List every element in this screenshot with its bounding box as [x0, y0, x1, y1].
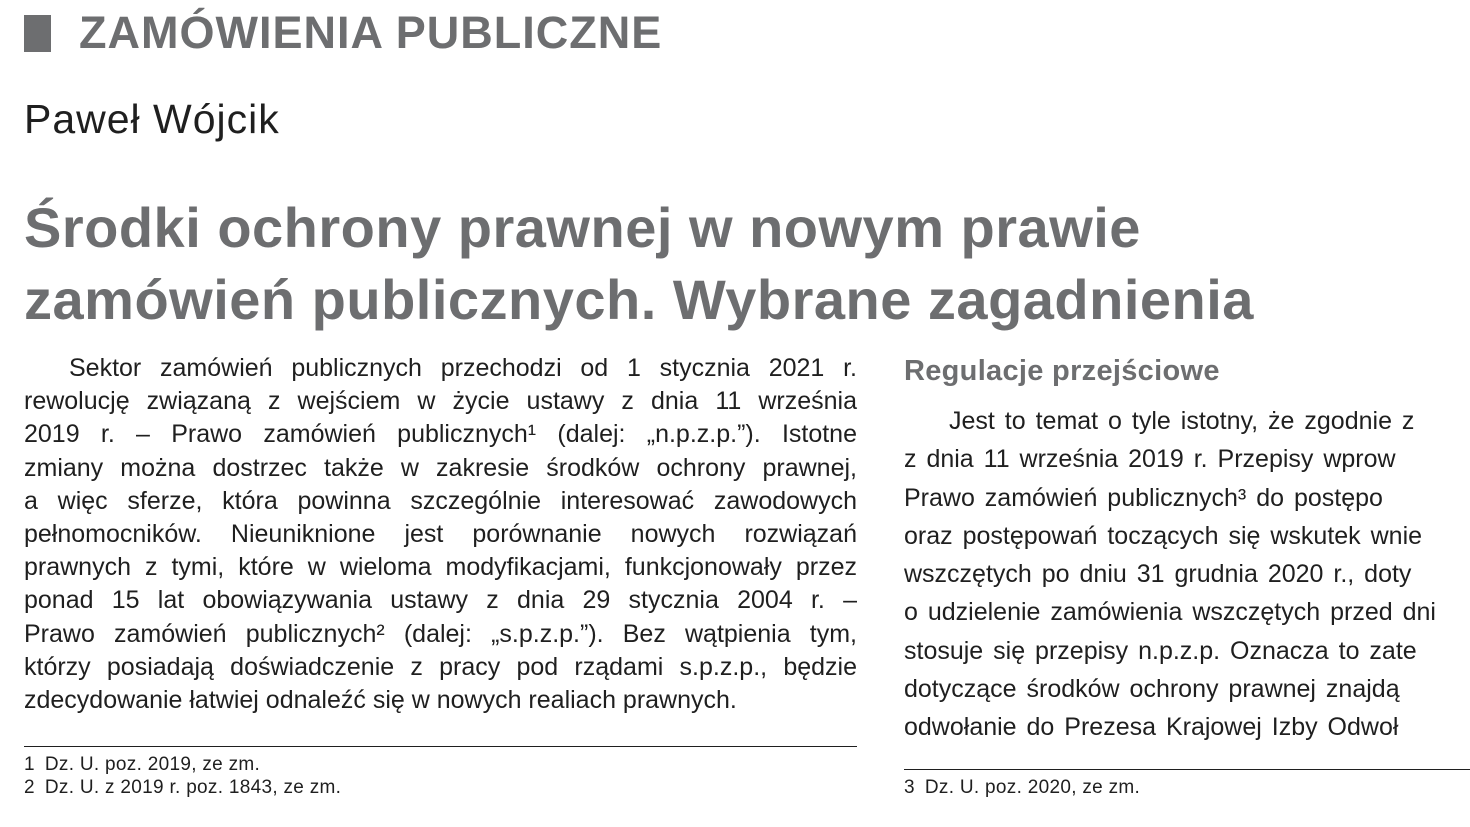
body-line: wszczętych po dniu 31 grudnia 2020 r., doty [904, 560, 1412, 589]
right-column-body [904, 402, 1470, 747]
article-title [24, 192, 1454, 336]
body-line: ponad 15 lat obowiązywania ustawy z dnia 29 stycznia 2004 r. – [24, 586, 857, 615]
footnote-text: Dz. U. poz. 2019, ze zm. [44, 754, 261, 775]
footnote [24, 753, 341, 776]
left-column-body [24, 352, 857, 717]
right-column [904, 352, 1470, 752]
section-marker [24, 15, 51, 52]
footnote-text: Dz. U. z 2019 r. poz. 1843, ze zm. [44, 777, 342, 798]
footnote-divider-left [24, 746, 857, 747]
body-line: 2019 r. – Prawo zamówień publicznych¹ (dalej: „n.p.z.p.”). Istotne [24, 420, 857, 449]
body-line: którzy posiadają doświadczenie z pracy pod rządami s.p.z.p., będzie [24, 652, 857, 681]
subsection-heading: Regulacje przejściowe [904, 355, 1220, 387]
footnote [24, 776, 341, 799]
section-title: ZAMÓWIENIA PUBLICZNE [79, 7, 663, 58]
body-line: zdecydowanie łatwiej odnaleźć się w nowych realiach prawnych. [24, 686, 737, 715]
footnote-text: Dz. U. poz. 2020, ze zm. [924, 777, 1141, 798]
footnotes-right [904, 776, 1140, 799]
body-line: Sektor zamówień publicznych przechodzi od 1 stycznia 2021 r. [69, 354, 857, 382]
body-line: odwołanie do Prezesa Krajowej Izby Odwoł [904, 713, 1399, 742]
body-line: dotyczące środków ochrony prawnej znajdą [904, 675, 1400, 704]
body-line: Prawo zamówień publicznych³ do postępo [904, 483, 1383, 512]
body-line: rewolucję związaną z wejściem w życie ustawy z dnia 11 września [24, 387, 857, 416]
body-line: pełnomocników. Nieuniknione jest porównanie nowych rozwiązań [24, 520, 857, 549]
footnotes-left [24, 753, 341, 799]
article-title-line: Środki ochrony prawnej w nowym prawie [24, 196, 1141, 259]
footnote-number: 3 [904, 777, 915, 798]
author-name: Paweł Wójcik [24, 96, 280, 142]
body-line: stosuje się przepisy n.p.z.p. Oznacza to zate [904, 636, 1417, 665]
footnote-divider-right [904, 769, 1470, 770]
body-line: Prawo zamówień publicznych² (dalej: „s.p.z.p.”). Bez wątpienia tym, [24, 619, 857, 648]
body-line: prawnych z tymi, które w wieloma modyfikacjami, funkcjonowały przez [24, 553, 857, 582]
body-line: Jest to temat o tyle istotny, że zgodnie z [949, 407, 1415, 435]
body-line: a więc sferze, która powinna szczególnie interesować zawodowych [24, 486, 857, 515]
body-line: o udzielenie zamówienia wszczętych przed dni [904, 598, 1436, 627]
body-line: oraz postępowań toczących się wskutek wnie [904, 521, 1423, 550]
article-title-line: zamówień publicznych. Wybrane zagadnienia [24, 268, 1254, 331]
footnote [904, 776, 1140, 799]
body-line: z dnia 11 września 2019 r. Przepisy wprow [904, 445, 1396, 474]
footnote-number: 2 [24, 777, 35, 798]
section-header [24, 8, 662, 58]
footnote-number: 1 [24, 754, 35, 775]
body-line: zmiany można dostrzec także w zakresie środków ochrony prawnej, [24, 453, 857, 482]
